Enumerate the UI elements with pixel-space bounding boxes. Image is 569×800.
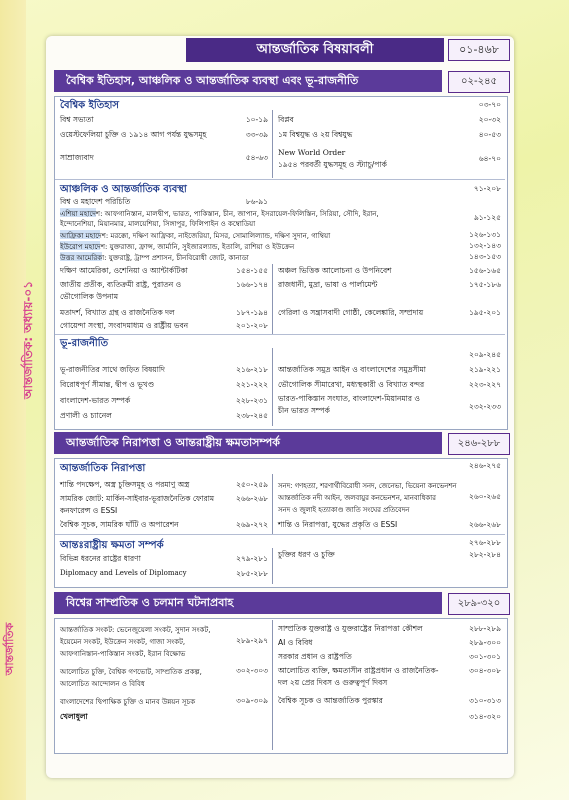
regional-right-3-pages: ১৯৫-২০১ bbox=[469, 308, 501, 317]
regional-row-2-pages: ৯১-১২৫ bbox=[473, 213, 501, 222]
history-right-1: বিপ্লব bbox=[278, 115, 294, 124]
s3-right-2-pages: ২৮৯-৩০০ bbox=[469, 638, 501, 647]
regional-row-3: ইন্দোনেশিয়া, মিয়ানমার, মালয়েশিয়া, সিঙ্গাপুর, ফিলিপাইন ও কম্বোডিয়া bbox=[60, 220, 256, 228]
geo-right-4-pages: ২৩২-২৩৩ bbox=[469, 402, 501, 411]
section1-header-bar bbox=[54, 70, 442, 92]
history-right-1-pages: ২০-৩২ bbox=[478, 115, 501, 124]
geo-left-3: বাংলাদেশ-ভারত সম্পর্ক bbox=[60, 396, 131, 405]
power-left-2-pages: ২৮৫-২৮৮ bbox=[236, 569, 268, 578]
history-right-2-pages: ৪০-৫৩ bbox=[478, 130, 501, 139]
s3-right-6-pages: ৩১০-৩১৩ bbox=[469, 696, 501, 705]
regional-left-1-pages: ১৫৪-১৫৫ bbox=[236, 266, 268, 275]
main-header-bar bbox=[186, 38, 444, 62]
s3-left-5: আলোচিত আন্দোলন ও বিবিধ bbox=[60, 680, 145, 688]
geo-right-2-pages: ২২৩-২২৭ bbox=[469, 380, 501, 389]
s3-right-1: সাম্প্রতিক যুক্তরাষ্ট্র ও যুক্তরাষ্ট্রের নিরাপত্তা কৌশল bbox=[278, 624, 423, 633]
section2-range: ২৪৬-২৮৮ bbox=[448, 433, 510, 455]
geo-left-1-pages: ২১৬-২১৮ bbox=[236, 365, 268, 374]
section3-divider bbox=[272, 620, 273, 750]
geo-right-1: আন্তর্জাতিক সমুদ্র আইন ও বাংলাদেশের সমুদ্রসীমা bbox=[278, 365, 426, 374]
s3-left-4: আলোচিত চুক্তি, বৈশ্বিক গণভোট, সাম্প্রতিক প্রকল্প, bbox=[60, 668, 202, 676]
geo-right-4: চীন ভারত সম্পর্ক bbox=[278, 406, 330, 415]
s3-left-2-pages: ২৮৯-২৯৭ bbox=[236, 636, 268, 645]
regional-right-3: গেরিলা ও সন্ত্রাসবাদী গোষ্ঠী, কেলেঙ্কারি, সম্প্রদায় bbox=[278, 308, 424, 317]
history-right-3: New World Order bbox=[278, 148, 346, 157]
geo-right-3: ভারত-পাকিস্তান সংঘাত, বাংলাদেশ-মিয়ানমার ও bbox=[278, 394, 420, 403]
s3-left-7: খেলাধুলা bbox=[60, 712, 88, 721]
security-range: ২৪৬-২৭৫ bbox=[469, 461, 501, 470]
security-right-4-pages: ২৬৬-২৬৮ bbox=[469, 520, 501, 529]
section3-header-bar bbox=[54, 592, 442, 614]
s3-right-4-pages: ৩০৪-৩০৮ bbox=[469, 666, 501, 675]
vertical-chapter-title: আন্তর্জাতিক: অধ্যায়-০১ bbox=[21, 281, 35, 400]
s3-right-4: আলোচিত ব্যক্তি, ক্ষমতাসীন রাষ্ট্রপ্রধান ও রাজনৈতিক- bbox=[278, 666, 439, 675]
s3-right-2: AI ও বিবিধ bbox=[278, 638, 313, 647]
regional-row-6: উত্তর আমেরিকা: যুক্তরাষ্ট্র, ট্রাম্প প্রশাসন, চীনবিরোধী জোট, কানাডা bbox=[60, 254, 249, 262]
section1-title: বৈশ্বিক ইতিহাস, আঞ্চলিক ও আন্তর্জাতিক ব্যবস্থা এবং ভূ-রাজনীতি bbox=[66, 73, 359, 87]
geopolitics-range: ২০৯-২৪৫ bbox=[469, 350, 501, 359]
geo-left-2-pages: ২২১-২২২ bbox=[236, 380, 268, 389]
power-left-1-pages: ২৭৯-২৮১ bbox=[236, 554, 268, 563]
s3-left-6: বাংলাদেশের দ্বিপাক্ষিক চুক্তি ও মানব উন্নয়ন সূচক bbox=[60, 698, 196, 706]
history-right-4: ১৯৫৪ পরবর্তী যুদ্ধসমূহ ও স্ট্যাচু/পার্ক bbox=[278, 160, 387, 169]
history-left-2-pages: ৩৩-৩৯ bbox=[245, 130, 268, 139]
history-left-3-pages: ৫৪-৬৩ bbox=[245, 153, 268, 162]
main-header-range: ০১-৪৬৮ bbox=[448, 39, 510, 61]
regional-bottom-rule bbox=[55, 334, 505, 335]
geopolitics-divider bbox=[272, 348, 273, 426]
power-right-1-pages: ২৮২-২৮৪ bbox=[469, 550, 501, 559]
regional-left-4-pages: ১৮৭-১৯৪ bbox=[236, 308, 268, 317]
history-divider bbox=[272, 110, 273, 178]
regional-right-1-pages: ১৫৬-১৬৫ bbox=[469, 266, 501, 275]
history-left-1: বিশ্ব সভ্যতা bbox=[60, 115, 94, 124]
security-left-4: বৈশ্বিক সূচক, সামরিক ঘাঁটি ও অপারেশন bbox=[60, 520, 179, 529]
regional-right-1: অঞ্চল ভিত্তিক আলোচনা ও উপনিবেশ bbox=[278, 266, 392, 275]
regional-right-2-pages: ১৭৫-১৮৬ bbox=[469, 280, 501, 289]
section1-range: ০২-২৪৫ bbox=[448, 71, 510, 93]
regional-row-4-pages: ১২৬-১৩১ bbox=[469, 230, 501, 239]
security-bottom-rule bbox=[55, 534, 505, 535]
s3-left-4-pages: ৩০২-৩০৩ bbox=[236, 666, 268, 675]
vertical-subject-title: আন্তর্জাতিক bbox=[3, 622, 16, 676]
power-divider bbox=[272, 548, 273, 584]
history-heading: বৈশ্বিক ইতিহাস bbox=[60, 100, 119, 111]
history-left-3: সাম্রাজ্যবাদ bbox=[60, 153, 94, 162]
security-left-2-pages: ২৬৬-২৬৮ bbox=[236, 494, 268, 503]
regional-left-2: জাতীয় প্রতীক, ব্যতিক্রমী রাষ্ট্র, পুরাতন ও bbox=[60, 280, 182, 289]
s3-left-2: ইয়েমেন সংকট, ইউক্রেন সংকট, গাজা সংকট, bbox=[60, 638, 186, 646]
security-left-4-pages: ২৬৯-২৭২ bbox=[236, 520, 268, 529]
geo-right-2: ভৌগোলিক সীমারেখা, মধ্যস্থকারী ও বিখ্যাত বন্দর bbox=[278, 380, 425, 389]
security-left-3: কনফারেন্স ও ESSI bbox=[60, 506, 118, 515]
geo-left-1: ভূ-রাজনীতির সাথে জড়িত বিষয়াদি bbox=[60, 365, 165, 374]
regional-row-1: বিশ্ব ও মহাদেশ পরিচিতি bbox=[60, 197, 131, 206]
security-left-1-pages: ২৫০-২৫৯ bbox=[236, 480, 268, 489]
regional-row-4: আফ্রিকা মহাদেশ: মরক্কো, দক্ষিণ আফ্রিকা, নাইজেরিয়া, মিসর, সোমালিল্যান্ড, দক্ষিণ সুদান, গাম্বিয়া bbox=[60, 232, 331, 240]
regional-right-2: রাজধানী, মুদ্রা, ভাষা ও পার্লামেন্ট bbox=[278, 280, 378, 289]
s3-right-5: দল ২য় প্রের দিবস ও গুরুত্বপূর্ণ দিবস bbox=[278, 678, 388, 687]
power-heading: আন্তঃরাষ্ট্রীয় ক্ষমতা সম্পর্ক bbox=[60, 540, 164, 551]
history-right-2: ১ম বিশ্বযুদ্ধ ও ২য় বিশ্বযুদ্ধ bbox=[278, 130, 353, 139]
s3-left-6-pages: ৩০৯-৩০৯ bbox=[236, 696, 268, 705]
regional-divider bbox=[272, 264, 273, 334]
history-bottom-rule bbox=[55, 179, 505, 180]
security-divider bbox=[272, 474, 273, 534]
section2-title: আন্তর্জাতিক নিরাপত্তা ও আন্তরাষ্ট্রীয় ক্ষমতাসম্পর্ক bbox=[66, 435, 280, 449]
regional-row-1-pages: ৮৬-৯১ bbox=[245, 197, 268, 206]
regional-range: ৭১-২০৮ bbox=[473, 184, 501, 193]
section2-header-bar bbox=[54, 432, 442, 454]
geo-right-1-pages: ২১৯-২২১ bbox=[469, 365, 501, 374]
history-right-4-pages: ৬৪-৭০ bbox=[478, 154, 501, 163]
section3-title: বিশ্বের সাম্প্রতিক ও চলমান ঘটনাপ্রবাহ bbox=[66, 595, 234, 609]
power-left-2: Diplomacy and Levels of Diplomacy bbox=[60, 569, 187, 577]
s3-right-6: বৈশ্বিক সূচক ও আন্তর্জাতিক পুরস্কার bbox=[278, 696, 383, 705]
security-left-2: সামরিক জোট: মার্কিন-সাইবার-ভূরাজনৈতিক ফোরাম bbox=[60, 494, 215, 503]
security-right-1: সনদ: গণহত্যা, শরণার্থীবিরোধী সনদ, জেনেভা, ভিয়েনা কনভেনশন bbox=[278, 482, 457, 490]
regional-row-2: এশিয়া মহাদেশ: আফগানিস্তান, মালদ্বীপ, ভারত, পাকিস্তান, চীন, জাপান, ইসরায়েল-ফিলিস্তিন, সিরিয়া, সৌদি, ইরান, bbox=[60, 210, 379, 218]
security-right-3: সনদ ও জুলাই হত্যাকাণ্ড জাতি সংঘের প্রতিবেদন bbox=[278, 506, 410, 514]
regional-left-5-pages: ২০১-২০৮ bbox=[236, 321, 268, 330]
history-left-1-pages: ১০-১৯ bbox=[245, 115, 268, 124]
s3-left-3: আফগানিস্তান-পাকিস্তান সংকট, ইরান বিক্ষোভ bbox=[60, 650, 186, 658]
security-right-2: আন্তর্জাতিক নদী আইন, জলবায়ুর কনভেনশন, মানবাধিকার bbox=[278, 494, 436, 502]
regional-row-5-pages: ১৩২-১৪৩ bbox=[469, 241, 501, 250]
regional-left-4: মতাদর্শ, বিখ্যাত গ্রন্থ ও রাজনৈতিক দল bbox=[60, 308, 175, 317]
power-left-1: বিভিন্ন ধরনের রাষ্ট্রের ধারণা bbox=[60, 554, 141, 563]
regional-row-5: ইউরোপ মহাদেশ: যুক্তরাজ্য, ফ্রান্স, জার্মানি, সুইজারল্যান্ড, ইতালি, রাশিয়া ও ইউক্রেন bbox=[60, 243, 295, 251]
regional-row-6-pages: ১৪৩-১৫৩ bbox=[469, 252, 501, 261]
power-range: ২৭৬-২৮৮ bbox=[469, 538, 501, 547]
geo-left-4-pages: ২৩৮-২৪৫ bbox=[236, 411, 268, 420]
history-left-2: ওয়েস্টফেলিয়া চুক্তি ও ১৯১৪ আগ পর্যন্ত যুদ্ধসমূহ bbox=[60, 130, 207, 139]
s3-right-7-pages: ৩১৪-৩২০ bbox=[469, 712, 501, 721]
main-header-title: আন্তর্জাতিক বিষয়াবলী bbox=[256, 41, 374, 57]
security-left-1: শান্তি পদক্ষেপ, অস্ত্র চুক্তিসমূহ ও পরমাণু অস্ত্র bbox=[60, 480, 190, 489]
regional-left-2-pages: ১৬৬-১৭৪ bbox=[236, 280, 268, 289]
s3-right-3: সরকার প্রধান ও রাষ্ট্রপতি bbox=[278, 652, 352, 661]
regional-left-3: ভৌগোলিক উপনাম bbox=[60, 292, 118, 301]
security-right-2-pages: ২৬০-২৬৫ bbox=[469, 492, 501, 501]
geo-left-2: বিরোধপূর্ণ সীমান্ত, দ্বীপ ও ভূখণ্ড bbox=[60, 380, 155, 389]
security-right-4: শান্তি ও নিরাপত্তা, যুদ্ধের প্রকৃতি ও ESSI bbox=[278, 520, 398, 529]
regional-left-5: গোয়েন্দা সংস্থা, সংবাদমাধ্যম ও রাষ্ট্রীয় ভবন bbox=[60, 321, 189, 330]
s3-left-1: আন্তর্জাতিক সংকট: ভেনেজুয়েলা সংকট, সুদান সংকট, bbox=[60, 626, 211, 634]
geo-left-3-pages: ২২৮-২৩১ bbox=[236, 396, 268, 405]
security-heading: আন্তর্জাতিক নিরাপত্তা bbox=[60, 463, 146, 474]
regional-heading: আঞ্চলিক ও আন্তর্জাতিক ব্যবস্থা bbox=[60, 184, 187, 195]
history-range: ০৩-৭০ bbox=[478, 100, 501, 109]
contents-page bbox=[46, 36, 514, 778]
power-right-1: চুক্তির ধরণ ও চুক্তি bbox=[278, 550, 335, 559]
s3-right-3-pages: ৩০১-৩০১ bbox=[469, 652, 501, 661]
geo-left-4: প্রণালী ও চ্যানেল bbox=[60, 411, 112, 420]
section3-range: ২৮৯-৩২০ bbox=[448, 593, 510, 615]
s3-right-1-pages: ২৮৮-২৮৯ bbox=[469, 624, 501, 633]
geopolitics-heading: ভূ-রাজনীতি bbox=[60, 338, 109, 349]
regional-left-1: দক্ষিণ আমেরিকা, ওশেনিয়া ও অ্যান্টার্কটিকা bbox=[60, 266, 188, 275]
